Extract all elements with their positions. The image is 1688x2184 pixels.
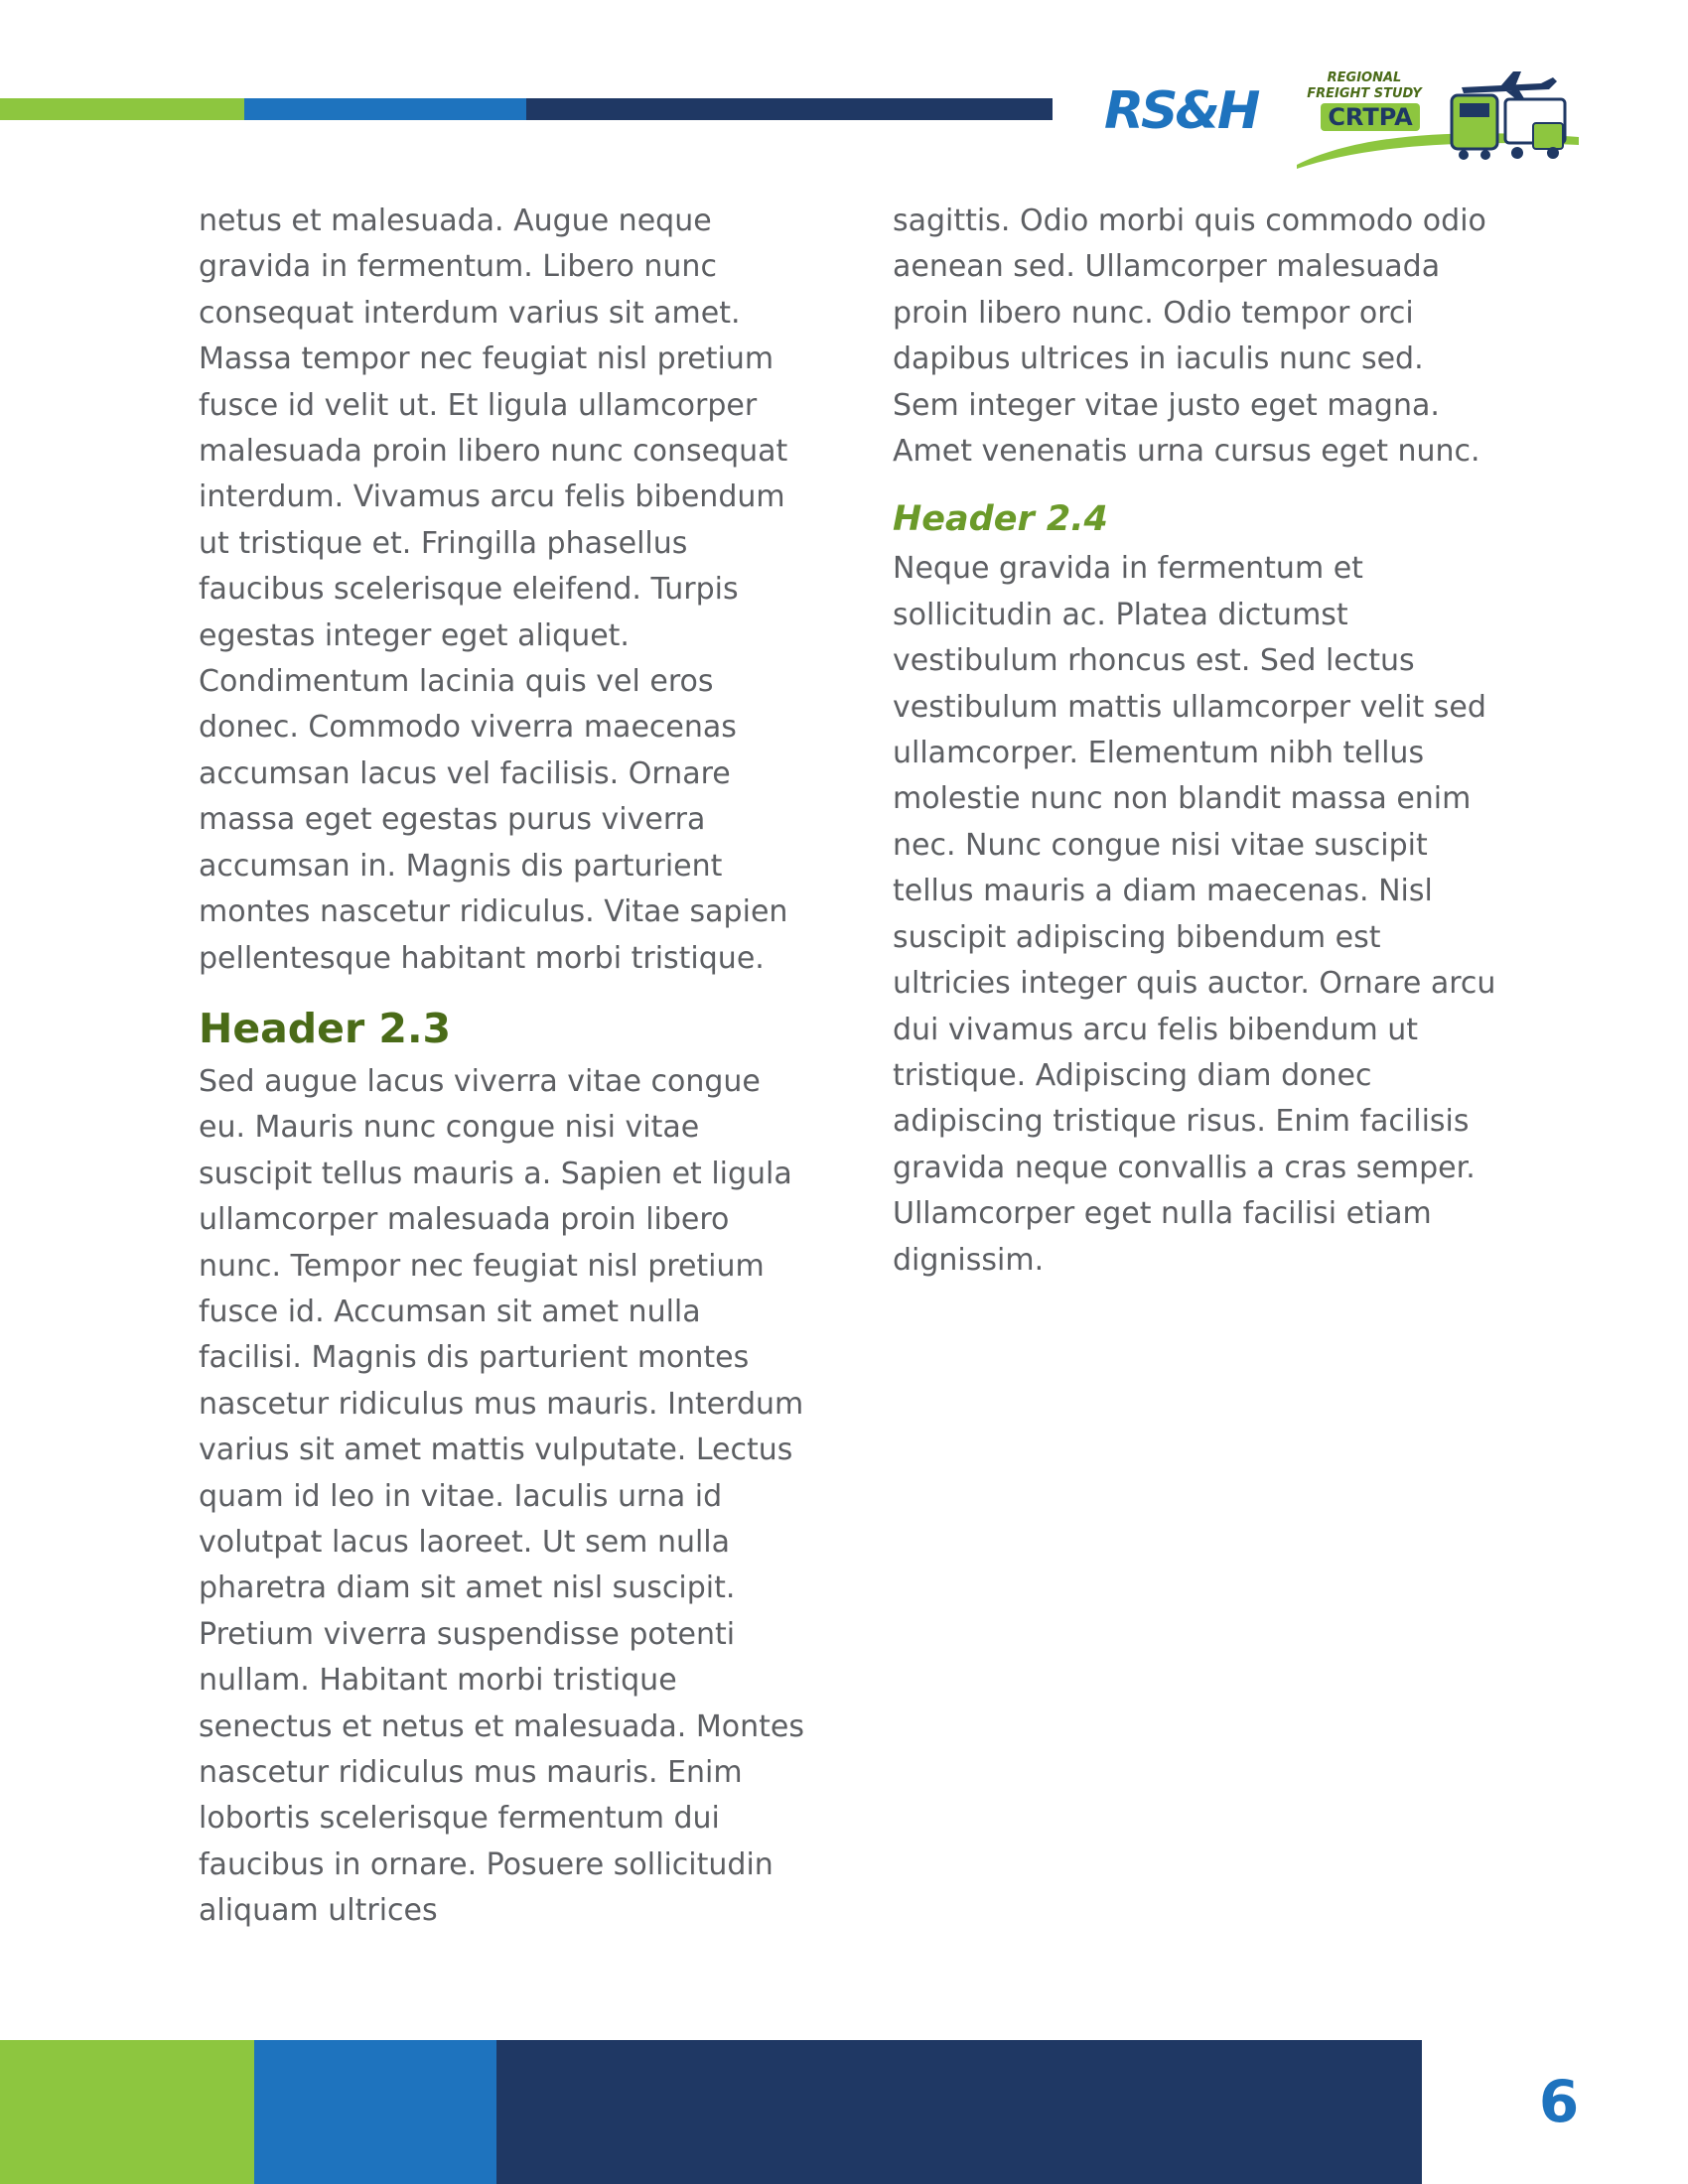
rsh-logo: RS&H <box>1104 81 1258 141</box>
footer-block-green <box>0 2040 254 2184</box>
footer-block-navy <box>496 2040 1422 2184</box>
body-paragraph: Neque gravida in fermentum et sollicitudin ac. Platea dictumst vestibulum rhoncus est. Sed lectus vestibulum mattis ullamcorper velit sed ullamcorper. Elementum nibh tellus molestie nunc non blandit massa enim nec. Nunc congue nisi vitae suscipit tellus mauris a diam maecenas. Nisl suscipit adipiscing bibendum est ultricies integer quis auctor. Ornare arcu dui vivamus arcu felis bibendum ut tristique. Adipiscing diam donec adipiscing tristique risus. Enim facilisis gravida neque convallis a cras semper. Ullamcorper eget nulla facilisi etiam dignissim. <box>893 551 1496 1278</box>
train-icon <box>1452 95 1497 160</box>
body-paragraph: netus et malesuada. Augue neque gravida in fermentum. Libero nunc consequat interdum varius sit amet. Massa tempor nec feugiat nisl pretium fusce id velit ut. Et ligula ullamcorper malesuada proin libero nunc consequat interdum. Vivamus arcu felis bibendum ut tristique et. Fringilla phasellus faucibus scelerisque eleifend. Turpis egestas integer eget aliquet. Condimentum lacinia quis vel eros donec. Commodo viverra maecenas accumsan lacus vel facilisis. Ornare massa eget egestas purus viverra accumsan in. Magnis dis parturient montes nascetur ridiculus. Vitae sapien pellentesque habitant morbi tristique. <box>199 204 788 976</box>
section-heading-2-4: Header 2.4 <box>893 499 1108 540</box>
body-paragraph: Sed augue lacus viverra vitae congue eu. Mauris nunc congue nisi vitae suscipit tellus mauris a. Sapien et ligula ullamcorper malesuada proin libero nunc. Tempor nec feugiat nisl pretium fusce id. Accumsan sit amet nulla facilisi. Magnis dis parturient montes nascetur ridiculus mus mauris. Interdum varius sit amet mattis vulputate. Lectus quam id leo in vitae. Iaculis urna id volutpat lacus laoreet. Ut sem nulla pharetra diam sit amet nisl suscipit. Pretium viverra suspendisse potenti nullam. Habitant morbi tristique senectus et netus et malesuada. Montes nascetur ridiculus mus mauris. Enim lobortis scelerisque fermentum dui faucibus in ornare. Posuere sollicitudin aliquam ultrices <box>199 1063 804 1929</box>
crtpa-freight-study-logo <box>1293 66 1581 171</box>
footer-block-blue <box>254 2040 496 2184</box>
logo-text-line2: FREIGHT STUDY <box>1307 86 1422 101</box>
top-bar-navy-segment <box>526 98 1053 120</box>
top-bar-blue-segment <box>244 98 526 120</box>
logo-text-line1: REGIONAL <box>1327 70 1402 85</box>
page-number: 6 <box>1538 2068 1580 2135</box>
logo-text-name: CRTPA <box>1328 103 1413 131</box>
truck-icon <box>1505 99 1565 159</box>
section-heading-2-3: Header 2.3 <box>199 1004 452 1052</box>
right-column <box>893 199 1498 1284</box>
top-bar-green-segment <box>0 98 244 120</box>
left-column <box>199 199 804 1935</box>
body-paragraph: sagittis. Odio morbi quis commodo odio aenean sed. Ullamcorper malesuada proin libero nunc. Odio tempor orci dapibus ultrices in iaculis nunc sed. Sem integer vitae justo eget magna. Amet venenatis urna cursus eget nunc. <box>893 204 1486 470</box>
